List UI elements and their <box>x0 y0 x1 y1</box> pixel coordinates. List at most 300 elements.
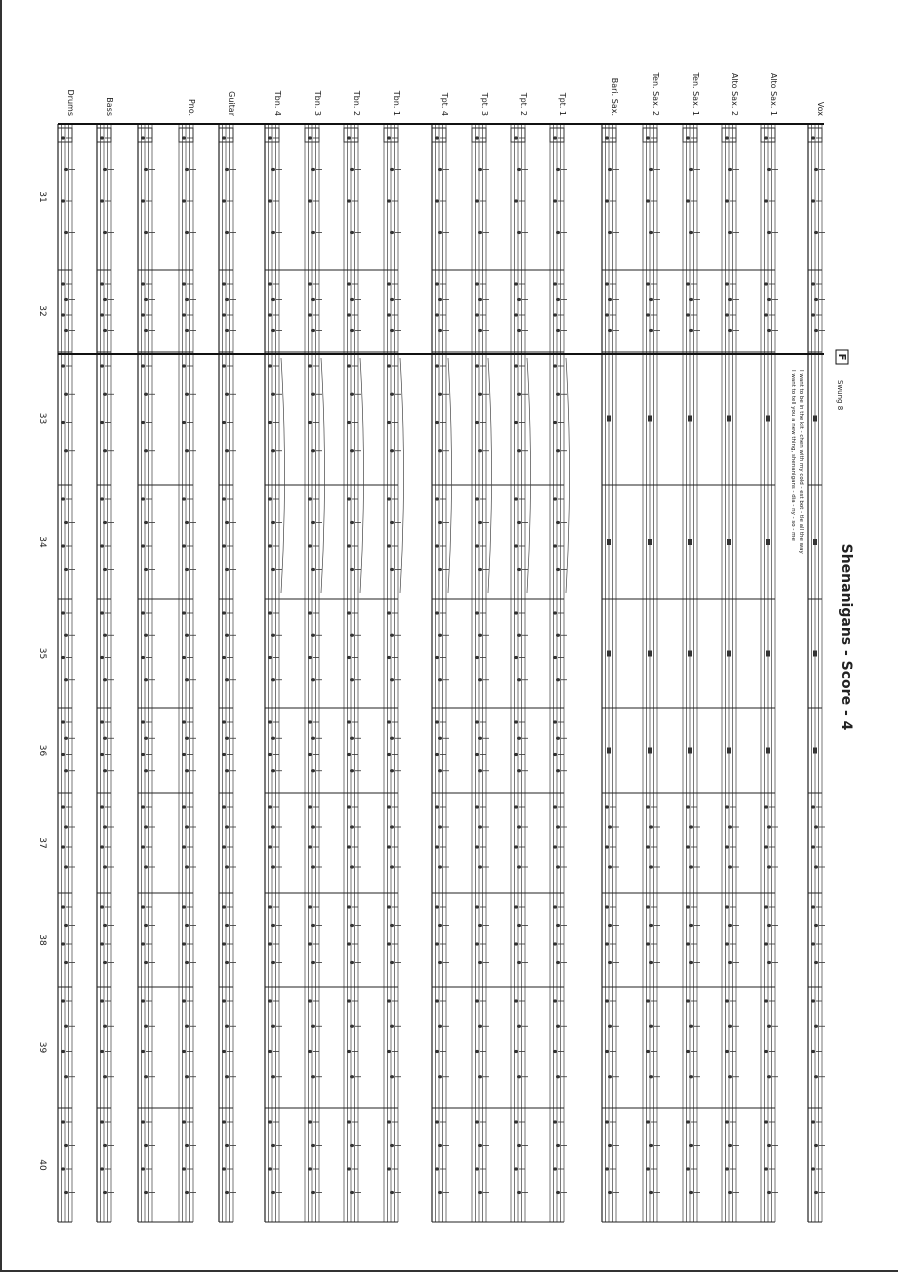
note-head <box>478 865 482 868</box>
note-head <box>311 568 315 571</box>
note-head <box>268 364 272 367</box>
note-head <box>144 521 148 524</box>
note-head <box>387 999 391 1002</box>
note-head <box>767 329 771 332</box>
note-head <box>350 961 354 964</box>
rest-mark <box>607 651 611 657</box>
note-head <box>141 544 145 547</box>
measure-number: 37 <box>37 837 47 849</box>
note-head <box>311 924 315 927</box>
note-head <box>556 1075 560 1078</box>
measure-number: 38 <box>37 934 47 946</box>
note-head <box>435 136 439 139</box>
note-head <box>438 1191 442 1194</box>
note-head <box>814 298 818 301</box>
note-head <box>767 231 771 234</box>
note-head <box>649 865 653 868</box>
note-head <box>225 329 229 332</box>
note-head <box>514 805 518 808</box>
note-head <box>350 634 354 637</box>
note-head <box>103 521 107 524</box>
note-head <box>100 1120 104 1123</box>
note-head <box>103 961 107 964</box>
instrument-label: Ten. Sax. 2 <box>651 72 660 116</box>
note-head <box>435 656 439 659</box>
note-head <box>64 865 68 868</box>
note-head <box>103 231 107 234</box>
note-head <box>686 999 690 1002</box>
note-head <box>64 168 68 171</box>
measure-number: 36 <box>37 744 47 757</box>
note-head <box>144 1144 148 1147</box>
tie-arc <box>448 358 452 593</box>
note-head <box>182 656 186 659</box>
note-head <box>811 199 815 202</box>
lyrics-line-2: I want to tell you a new thing, shenanigans - dia - ny - so - me <box>790 370 796 541</box>
note-head <box>514 282 518 285</box>
note-head <box>478 449 482 452</box>
note-head <box>311 737 315 740</box>
note-head <box>478 329 482 332</box>
tie-arc <box>527 358 531 593</box>
note-head <box>144 329 148 332</box>
note-head <box>308 1050 312 1053</box>
note-head <box>268 1167 272 1170</box>
note-head <box>478 231 482 234</box>
note-head <box>100 136 104 139</box>
note-head <box>553 942 557 945</box>
note-head <box>225 393 229 396</box>
note-head <box>61 905 65 908</box>
note-head <box>347 905 351 908</box>
note-head <box>649 298 653 301</box>
note-head <box>646 282 650 285</box>
note-head <box>347 1167 351 1170</box>
note-head <box>61 805 65 808</box>
note-head <box>553 999 557 1002</box>
note-head <box>814 1191 818 1194</box>
measure-number: 39 <box>37 1041 47 1054</box>
note-head <box>103 769 107 772</box>
tie-arc <box>566 358 570 593</box>
note-head <box>64 568 68 571</box>
note-head <box>646 1167 650 1170</box>
note-head <box>311 1144 315 1147</box>
note-head <box>728 1191 732 1194</box>
note-head <box>556 737 560 740</box>
note-head <box>390 961 394 964</box>
note-head <box>350 737 354 740</box>
note-head <box>225 1191 229 1194</box>
note-head <box>222 720 226 723</box>
note-head <box>182 999 186 1002</box>
note-head <box>686 805 690 808</box>
note-head <box>649 329 653 332</box>
note-head <box>311 231 315 234</box>
note-head <box>308 611 312 614</box>
note-head <box>608 924 612 927</box>
note-head <box>100 497 104 500</box>
note-head <box>225 1075 229 1078</box>
note-head <box>311 329 315 332</box>
note-head <box>64 737 68 740</box>
staff-18 <box>97 124 114 1222</box>
note-head <box>387 282 391 285</box>
note-head <box>182 1050 186 1053</box>
staff-3 <box>722 124 739 1222</box>
note-head <box>61 313 65 316</box>
instrument-label: Drums <box>66 89 75 116</box>
note-head <box>438 1144 442 1147</box>
note-head <box>514 656 518 659</box>
staff-6 <box>602 124 619 1222</box>
measure-number: 40 <box>37 1159 47 1171</box>
note-head <box>103 1025 107 1028</box>
staff-15 <box>219 124 236 1222</box>
note-head <box>387 656 391 659</box>
note-head <box>438 865 442 868</box>
note-head <box>811 282 815 285</box>
note-head <box>182 1120 186 1123</box>
note-head <box>725 1050 729 1053</box>
rest-mark <box>727 748 731 754</box>
note-head <box>514 753 518 756</box>
staff-5 <box>643 124 660 1222</box>
note-head <box>390 737 394 740</box>
note-head <box>222 1167 226 1170</box>
note-head <box>347 1120 351 1123</box>
note-head <box>478 168 482 171</box>
note-head <box>100 999 104 1002</box>
note-head <box>686 136 690 139</box>
note-head <box>64 769 68 772</box>
note-head <box>141 136 145 139</box>
note-head <box>222 282 226 285</box>
note-head <box>144 1191 148 1194</box>
note-head <box>103 449 107 452</box>
note-head <box>268 611 272 614</box>
note-head <box>225 168 229 171</box>
note-head <box>514 1120 518 1123</box>
note-head <box>514 845 518 848</box>
note-head <box>100 611 104 614</box>
note-head <box>61 845 65 848</box>
note-head <box>308 282 312 285</box>
note-head <box>390 298 394 301</box>
note-head <box>556 231 560 234</box>
note-head <box>308 999 312 1002</box>
note-head <box>649 961 653 964</box>
note-head <box>475 282 479 285</box>
note-head <box>728 865 732 868</box>
note-head <box>814 961 818 964</box>
note-head <box>649 231 653 234</box>
note-head <box>64 231 68 234</box>
note-head <box>268 544 272 547</box>
note-head <box>764 199 768 202</box>
note-head <box>475 942 479 945</box>
note-head <box>517 298 521 301</box>
note-head <box>185 168 189 171</box>
note-head <box>100 1050 104 1053</box>
note-head <box>478 961 482 964</box>
note-head <box>311 1191 315 1194</box>
note-head <box>350 1075 354 1078</box>
note-head <box>144 961 148 964</box>
note-head <box>556 678 560 681</box>
note-head <box>61 421 65 424</box>
note-head <box>553 656 557 659</box>
note-head <box>268 282 272 285</box>
rest-mark <box>766 539 770 545</box>
instrument-label: Tbn. 1 <box>392 90 401 116</box>
rest-mark <box>813 651 817 657</box>
note-head <box>61 999 65 1002</box>
note-head <box>100 544 104 547</box>
note-head <box>64 393 68 396</box>
note-head <box>390 825 394 828</box>
note-head <box>271 1025 275 1028</box>
note-head <box>811 1120 815 1123</box>
note-head <box>141 199 145 202</box>
note-head <box>311 449 315 452</box>
note-head <box>225 298 229 301</box>
note-head <box>350 298 354 301</box>
note-head <box>387 136 391 139</box>
note-head <box>225 568 229 571</box>
rest-mark <box>766 651 770 657</box>
note-head <box>141 942 145 945</box>
measure-number: 35 <box>37 647 47 660</box>
note-head <box>608 825 612 828</box>
note-head <box>222 1050 226 1053</box>
note-head <box>141 1120 145 1123</box>
note-head <box>222 136 226 139</box>
note-head <box>517 678 521 681</box>
note-head <box>387 942 391 945</box>
note-head <box>646 905 650 908</box>
note-head <box>517 329 521 332</box>
note-head <box>182 753 186 756</box>
note-head <box>814 1025 818 1028</box>
note-head <box>435 845 439 848</box>
rehearsal-mark: F <box>836 353 847 361</box>
note-head <box>689 865 693 868</box>
rest-mark <box>727 416 731 422</box>
note-head <box>728 1075 732 1078</box>
note-head <box>103 678 107 681</box>
note-head <box>649 924 653 927</box>
note-head <box>390 769 394 772</box>
instrument-label: Pno. <box>187 98 196 116</box>
note-head <box>387 1167 391 1170</box>
note-head <box>556 1025 560 1028</box>
note-head <box>185 1075 189 1078</box>
note-head <box>141 364 145 367</box>
note-head <box>64 961 68 964</box>
note-head <box>514 313 518 316</box>
note-head <box>271 825 275 828</box>
note-head <box>764 942 768 945</box>
note-head <box>141 999 145 1002</box>
staff-13 <box>305 124 322 1222</box>
note-head <box>61 199 65 202</box>
note-head <box>225 521 229 524</box>
note-head <box>271 329 275 332</box>
instrument-label: Tbn. 3 <box>313 90 322 116</box>
note-head <box>814 168 818 171</box>
note-head <box>268 313 272 316</box>
note-head <box>728 825 732 828</box>
note-head <box>271 961 275 964</box>
instrument-label: Tpt. 2 <box>519 92 528 116</box>
note-head <box>556 825 560 828</box>
note-head <box>767 865 771 868</box>
note-head <box>271 298 275 301</box>
instrument-label: Tbn. 4 <box>273 90 282 116</box>
note-head <box>390 521 394 524</box>
note-head <box>271 678 275 681</box>
note-head <box>100 720 104 723</box>
note-head <box>103 393 107 396</box>
note-head <box>185 449 189 452</box>
instrument-label: Tpt. 1 <box>558 92 567 116</box>
note-head <box>308 497 312 500</box>
note-head <box>64 924 68 927</box>
note-head <box>350 168 354 171</box>
note-head <box>141 282 145 285</box>
note-head <box>556 329 560 332</box>
note-head <box>811 1167 815 1170</box>
note-head <box>144 393 148 396</box>
note-head <box>686 845 690 848</box>
note-head <box>103 634 107 637</box>
note-head <box>103 1144 107 1147</box>
note-head <box>144 678 148 681</box>
note-head <box>553 845 557 848</box>
note-head <box>438 168 442 171</box>
note-head <box>222 421 226 424</box>
note-head <box>478 769 482 772</box>
note-head <box>725 282 729 285</box>
note-head <box>517 737 521 740</box>
note-head <box>64 521 68 524</box>
note-head <box>435 421 439 424</box>
note-head <box>475 999 479 1002</box>
note-head <box>222 313 226 316</box>
note-head <box>608 1075 612 1078</box>
note-head <box>764 1050 768 1053</box>
note-head <box>311 521 315 524</box>
note-head <box>103 1191 107 1194</box>
note-head <box>478 521 482 524</box>
note-head <box>350 1191 354 1194</box>
note-head <box>556 568 560 571</box>
note-head <box>475 1167 479 1170</box>
note-head <box>350 769 354 772</box>
note-head <box>435 1167 439 1170</box>
note-head <box>103 924 107 927</box>
note-head <box>478 1191 482 1194</box>
note-head <box>308 1120 312 1123</box>
note-head <box>390 329 394 332</box>
measure-number: 33 <box>37 412 47 425</box>
note-head <box>387 905 391 908</box>
note-head <box>556 865 560 868</box>
note-head <box>475 611 479 614</box>
note-head <box>185 393 189 396</box>
note-head <box>103 825 107 828</box>
note-head <box>222 544 226 547</box>
note-head <box>222 942 226 945</box>
note-head <box>271 449 275 452</box>
note-head <box>605 942 609 945</box>
note-head <box>144 769 148 772</box>
note-head <box>475 136 479 139</box>
note-head <box>61 611 65 614</box>
tie-arc <box>488 358 492 593</box>
note-head <box>556 1191 560 1194</box>
note-head <box>553 282 557 285</box>
note-head <box>649 1144 653 1147</box>
note-head <box>725 845 729 848</box>
tie-arc <box>400 358 404 593</box>
note-head <box>347 199 351 202</box>
note-head <box>268 720 272 723</box>
note-head <box>268 805 272 808</box>
note-head <box>478 678 482 681</box>
note-head <box>222 905 226 908</box>
note-head <box>141 1167 145 1170</box>
rest-mark <box>813 539 817 545</box>
note-head <box>268 1120 272 1123</box>
note-head <box>100 313 104 316</box>
note-head <box>64 1144 68 1147</box>
note-head <box>435 942 439 945</box>
note-head <box>649 1075 653 1078</box>
note-head <box>103 329 107 332</box>
tie-arc <box>321 358 325 593</box>
note-head <box>556 634 560 637</box>
note-head <box>438 1025 442 1028</box>
note-head <box>225 1144 229 1147</box>
note-head <box>811 942 815 945</box>
note-head <box>64 1025 68 1028</box>
tie-arc <box>360 358 364 593</box>
note-head <box>767 1075 771 1078</box>
note-head <box>387 720 391 723</box>
note-head <box>435 905 439 908</box>
note-head <box>100 1167 104 1170</box>
note-head <box>514 1050 518 1053</box>
note-head <box>646 199 650 202</box>
note-head <box>185 924 189 927</box>
note-head <box>100 942 104 945</box>
note-head <box>347 364 351 367</box>
note-head <box>347 282 351 285</box>
note-head <box>728 961 732 964</box>
note-head <box>725 905 729 908</box>
note-head <box>728 168 732 171</box>
note-head <box>308 905 312 908</box>
note-head <box>553 136 557 139</box>
note-head <box>725 942 729 945</box>
note-head <box>814 1144 818 1147</box>
note-head <box>517 634 521 637</box>
note-head <box>268 1050 272 1053</box>
note-head <box>435 282 439 285</box>
note-head <box>517 231 521 234</box>
